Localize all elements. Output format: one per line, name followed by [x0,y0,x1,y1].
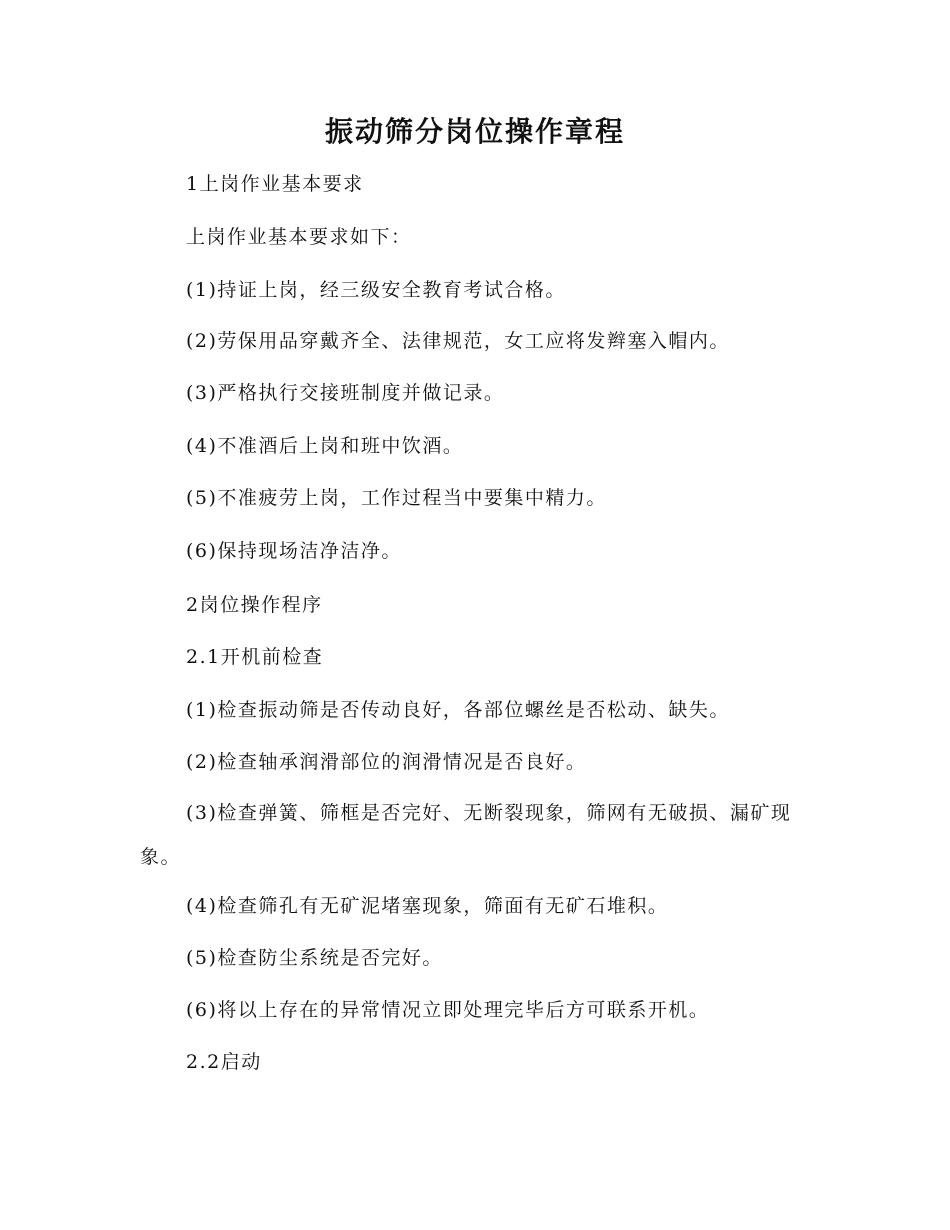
section-heading-2: 2岗位操作程序 [186,594,323,616]
list-item: (6)保持现场洁净洁净。 [186,540,402,562]
section-heading-1: 1上岗作业基本要求 [186,173,364,195]
subsection-heading-2-2: 2.2启动 [186,1051,262,1073]
list-item: (1)检查振动筛是否传动良好，各部位螺丝是否松动、缺失。 [186,699,730,721]
list-item: (4)不准酒后上岗和班中饮酒。 [186,435,464,457]
list-item: (3)严格执行交接班制度并做记录。 [186,382,505,404]
list-item: (2)劳保用品穿戴齐全、法律规范，女工应将发辫塞入帽内。 [186,330,730,352]
list-item: (5)不准疲劳上岗，工作过程当中要集中精力。 [186,487,607,509]
subsection-heading-2-1: 2.1开机前检查 [186,646,324,668]
list-item-wrapped: (3)检查弹簧、筛框是否完好、无断裂现象，筛网有无破损、漏矿现象。 [140,802,792,868]
list-item: (4)检查筛孔有无矿泥堵塞现象，筛面有无矿石堆积。 [186,895,669,917]
document-title: 振动筛分岗位操作章程 [324,115,625,148]
list-item: (5)检查防尘系统是否完好。 [186,947,443,969]
list-item: (1)持证上岗，经三级安全教育考试合格。 [186,279,566,301]
paragraph: 上岗作业基本要求如下： [186,226,412,248]
list-item: (2)检查轴承润滑部位的润滑情况是否良好。 [186,751,587,773]
list-item: (6)将以上存在的异常情况立即处理完毕后方可联系开机。 [186,999,710,1021]
